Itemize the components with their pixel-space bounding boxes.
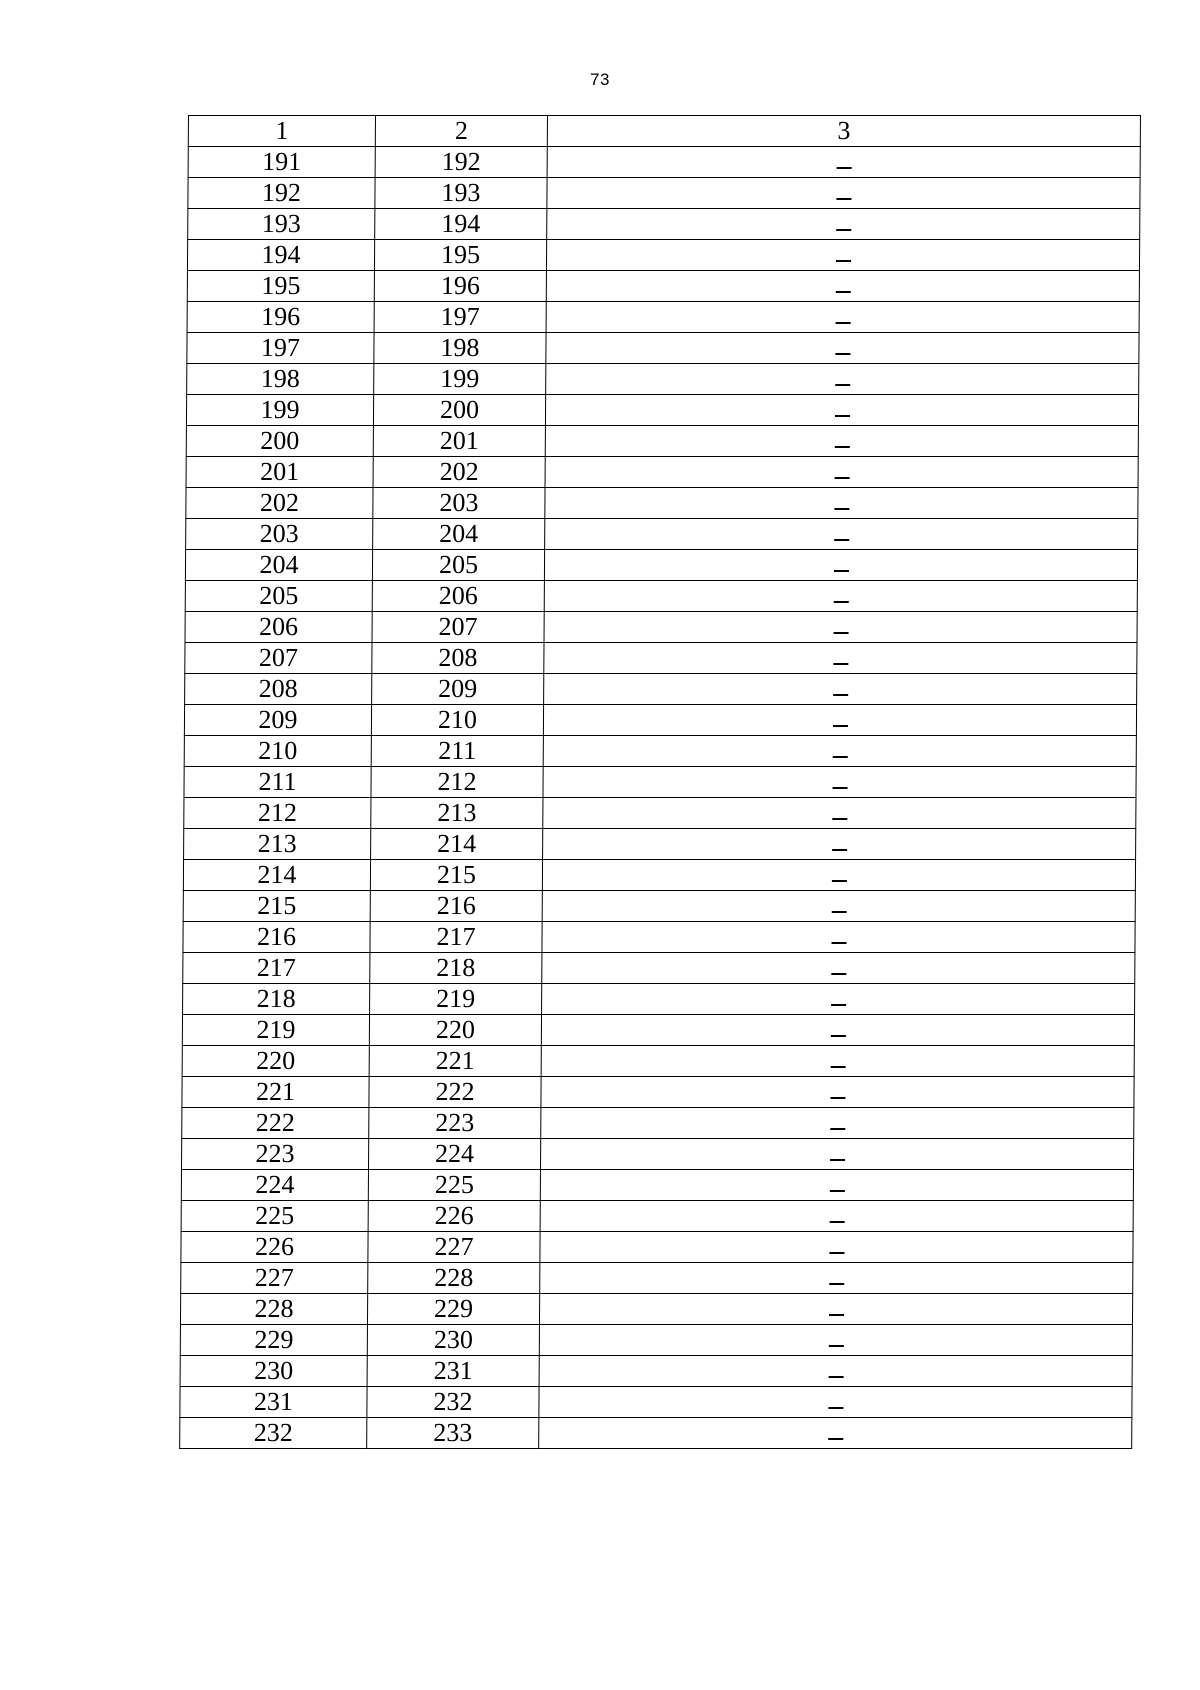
table-cell-col-1: 211 xyxy=(184,767,371,798)
dash-mark xyxy=(828,1438,843,1440)
dash-mark xyxy=(829,1221,844,1223)
table-cell-col-3 xyxy=(544,612,1137,643)
dash-mark xyxy=(833,632,848,634)
table-row xyxy=(180,1418,1132,1449)
table-cell-col-1: 230 xyxy=(180,1356,367,1387)
dash-mark xyxy=(834,508,849,510)
table-row xyxy=(182,1077,1134,1108)
table-row xyxy=(186,519,1138,550)
dash-mark xyxy=(829,1252,844,1254)
table-cell-col-3 xyxy=(542,984,1135,1015)
table-cell-col-2: 224 xyxy=(369,1139,541,1170)
table-cell-col-1: 192 xyxy=(188,178,375,209)
table-row xyxy=(183,984,1135,1015)
table-cell-col-2: 214 xyxy=(371,829,543,860)
table-cell-col-3 xyxy=(541,1015,1134,1046)
table-cell-col-2: 231 xyxy=(367,1356,539,1387)
table-cell-col-2: 202 xyxy=(373,457,545,488)
table-cell-col-1: 225 xyxy=(181,1201,368,1232)
table-cell-col-2: 211 xyxy=(371,736,543,767)
dash-mark xyxy=(829,1190,844,1192)
table-cell-col-1: 212 xyxy=(184,798,371,829)
table-row xyxy=(180,1387,1132,1418)
table-cell-col-1: 217 xyxy=(183,953,370,984)
dash-mark xyxy=(833,570,848,572)
table-cell-col-1: 199 xyxy=(186,395,373,426)
table-cell-col-2: 197 xyxy=(374,302,546,333)
dash-mark xyxy=(832,787,847,789)
table-cell-col-2: 199 xyxy=(374,364,546,395)
dash-mark xyxy=(831,1004,846,1006)
table-cell-col-1: 196 xyxy=(187,302,374,333)
dash-mark xyxy=(830,1035,845,1037)
table-cell-col-3 xyxy=(544,674,1137,705)
dash-mark xyxy=(829,1283,844,1285)
dash-mark xyxy=(834,446,849,448)
table-cell-col-1: 209 xyxy=(184,705,371,736)
dash-mark xyxy=(832,849,847,851)
table-row xyxy=(184,829,1136,860)
table-cell-col-3 xyxy=(543,767,1136,798)
table-cell-col-3 xyxy=(544,550,1137,581)
table-row xyxy=(184,798,1136,829)
table-cell-col-2: 194 xyxy=(375,209,547,240)
table-header-row xyxy=(188,116,1140,147)
dash-mark xyxy=(836,260,851,262)
table-row xyxy=(180,1294,1132,1325)
table-cell-col-3 xyxy=(545,488,1138,519)
table-cell-col-1: 215 xyxy=(183,891,370,922)
table-row xyxy=(184,736,1136,767)
table-cell-col-2: 216 xyxy=(370,891,542,922)
table-cell-col-3 xyxy=(543,829,1136,860)
table-cell-col-3 xyxy=(545,519,1138,550)
table-cell-col-2: 208 xyxy=(372,643,544,674)
table-cell-col-2: 198 xyxy=(374,333,546,364)
dash-mark xyxy=(833,663,848,665)
table-row xyxy=(186,488,1138,519)
table-cell-col-1: 197 xyxy=(187,333,374,364)
dash-mark xyxy=(830,1128,845,1130)
table-cell-col-2: 200 xyxy=(373,395,545,426)
table-cell-col-3 xyxy=(546,333,1139,364)
table-cell-col-2: 195 xyxy=(374,240,546,271)
dash-mark xyxy=(830,1066,845,1068)
table-cell-col-1: 219 xyxy=(182,1015,369,1046)
dash-mark xyxy=(828,1407,843,1409)
table-cell-col-2: 192 xyxy=(375,147,547,178)
table-row xyxy=(185,581,1137,612)
header-cell-2: 2 xyxy=(375,116,547,147)
table-row xyxy=(180,1325,1132,1356)
table-cell-col-1: 206 xyxy=(185,612,372,643)
table-row xyxy=(182,1108,1134,1139)
table-cell-col-3 xyxy=(546,364,1139,395)
dash-mark xyxy=(833,601,848,603)
dash-mark xyxy=(831,942,846,944)
table-cell-col-1: 213 xyxy=(184,829,371,860)
table-row xyxy=(186,395,1138,426)
table-cell-col-1: 223 xyxy=(182,1139,369,1170)
dash-mark xyxy=(832,818,847,820)
table-row xyxy=(183,860,1135,891)
table-cell-col-3 xyxy=(541,1046,1134,1077)
table-cell-col-1: 232 xyxy=(180,1418,367,1449)
table-row xyxy=(187,240,1139,271)
table-cell-col-2: 232 xyxy=(367,1387,539,1418)
dash-mark xyxy=(831,973,846,975)
table-cell-col-2: 207 xyxy=(372,612,544,643)
table-cell-col-2: 212 xyxy=(371,767,543,798)
table-row xyxy=(182,1015,1134,1046)
table-cell-col-1: 228 xyxy=(180,1294,367,1325)
table-cell-col-3 xyxy=(542,860,1135,891)
table-cell-col-2: 225 xyxy=(368,1170,540,1201)
table-cell-col-1: 191 xyxy=(188,147,375,178)
table-row xyxy=(182,1046,1134,1077)
table-cell-col-3 xyxy=(545,457,1138,488)
dash-mark xyxy=(835,384,850,386)
table-cell-col-2: 206 xyxy=(372,581,544,612)
dash-mark xyxy=(828,1345,843,1347)
header-cell-1: 1 xyxy=(188,116,375,147)
table-row xyxy=(181,1170,1133,1201)
table-cell-col-2: 222 xyxy=(369,1077,541,1108)
table-row xyxy=(180,1356,1132,1387)
table-row xyxy=(183,953,1135,984)
dash-mark xyxy=(829,1314,844,1316)
table-cell-col-3 xyxy=(543,705,1136,736)
table-cell-col-2: 217 xyxy=(370,922,542,953)
dash-mark xyxy=(828,1376,843,1378)
table-cell-col-3 xyxy=(543,798,1136,829)
table-cell-col-3 xyxy=(542,922,1135,953)
table-cell-col-3 xyxy=(546,302,1139,333)
table-cell-col-1: 193 xyxy=(188,209,375,240)
table-row xyxy=(185,550,1137,581)
table-cell-col-3 xyxy=(543,736,1136,767)
table-cell-col-3 xyxy=(540,1201,1133,1232)
table-cell-col-3 xyxy=(540,1263,1133,1294)
dash-mark xyxy=(830,1159,845,1161)
table-cell-col-1: 207 xyxy=(185,643,372,674)
table-cell-col-3 xyxy=(545,395,1138,426)
table-cell-col-3 xyxy=(539,1387,1132,1418)
table-cell-col-2: 215 xyxy=(370,860,542,891)
dash-mark xyxy=(835,291,850,293)
table-cell-col-1: 203 xyxy=(186,519,373,550)
table-cell-col-1: 222 xyxy=(182,1108,369,1139)
table-cell-col-3 xyxy=(539,1418,1132,1449)
table-row xyxy=(185,643,1137,674)
table-cell-col-1: 231 xyxy=(180,1387,367,1418)
dash-mark xyxy=(836,198,851,200)
table-row xyxy=(187,271,1139,302)
table-cell-col-1: 194 xyxy=(187,240,374,271)
table-cell-col-2: 228 xyxy=(368,1263,540,1294)
table-cell-col-3 xyxy=(546,240,1139,271)
table-cell-col-2: 223 xyxy=(369,1108,541,1139)
table-cell-col-2: 218 xyxy=(370,953,542,984)
table-row xyxy=(188,147,1140,178)
table-cell-col-2: 227 xyxy=(368,1232,540,1263)
table-cell-col-2: 230 xyxy=(367,1325,539,1356)
table-cell-col-2: 209 xyxy=(372,674,544,705)
table-cell-col-3 xyxy=(541,1108,1134,1139)
table-row xyxy=(187,302,1139,333)
table-cell-col-1: 216 xyxy=(183,922,370,953)
dash-mark xyxy=(835,322,850,324)
dash-mark xyxy=(834,415,849,417)
table-cell-col-2: 213 xyxy=(371,798,543,829)
dash-mark xyxy=(831,880,846,882)
dash-mark xyxy=(833,694,848,696)
table-cell-col-2: 229 xyxy=(367,1294,539,1325)
table-cell-col-1: 198 xyxy=(187,364,374,395)
table-cell-col-3 xyxy=(539,1325,1132,1356)
table-cell-col-2: 201 xyxy=(373,426,545,457)
table-cell-col-3 xyxy=(541,1139,1134,1170)
table-cell-col-2: 196 xyxy=(374,271,546,302)
table-cell-col-3 xyxy=(539,1356,1132,1387)
table-row xyxy=(181,1263,1133,1294)
table-cell-col-2: 210 xyxy=(371,705,543,736)
table-row xyxy=(181,1201,1133,1232)
dash-mark xyxy=(832,756,847,758)
table-cell-col-1: 208 xyxy=(185,674,372,705)
dash-mark xyxy=(836,167,851,169)
table-row xyxy=(186,426,1138,457)
table-row xyxy=(184,705,1136,736)
table-body xyxy=(180,116,1141,1449)
table-row xyxy=(183,891,1135,922)
table-cell-col-3 xyxy=(539,1294,1132,1325)
dash-mark xyxy=(832,725,847,727)
table-cell-col-2: 233 xyxy=(367,1418,539,1449)
table-cell-col-3 xyxy=(540,1232,1133,1263)
table-row xyxy=(182,1139,1134,1170)
table-cell-col-1: 202 xyxy=(186,488,373,519)
table-row xyxy=(181,1232,1133,1263)
table-cell-col-1: 224 xyxy=(181,1170,368,1201)
table-row xyxy=(187,364,1139,395)
table-cell-col-1: 229 xyxy=(180,1325,367,1356)
table-cell-col-1: 227 xyxy=(181,1263,368,1294)
table-cell-col-2: 193 xyxy=(375,178,547,209)
dash-mark xyxy=(830,1097,845,1099)
table-cell-col-3 xyxy=(542,891,1135,922)
table-cell-col-1: 226 xyxy=(181,1232,368,1263)
table-cell-col-3 xyxy=(544,643,1137,674)
table-cell-col-2: 203 xyxy=(373,488,545,519)
dash-mark xyxy=(834,539,849,541)
table-cell-col-3 xyxy=(540,1170,1133,1201)
table-cell-col-3 xyxy=(547,147,1140,178)
table-cell-col-3 xyxy=(542,953,1135,984)
table-row xyxy=(184,767,1136,798)
table-cell-col-1: 195 xyxy=(187,271,374,302)
table-cell-col-2: 204 xyxy=(373,519,545,550)
table-cell-col-2: 220 xyxy=(369,1015,541,1046)
table-cell-col-2: 221 xyxy=(369,1046,541,1077)
table-cell-col-1: 221 xyxy=(182,1077,369,1108)
dash-mark xyxy=(835,353,850,355)
table-row xyxy=(183,922,1135,953)
table-row xyxy=(188,178,1140,209)
table-row xyxy=(186,457,1138,488)
table-cell-col-1: 214 xyxy=(183,860,370,891)
table-row xyxy=(187,333,1139,364)
page-number: 73 xyxy=(590,70,610,89)
table-cell-col-1: 218 xyxy=(183,984,370,1015)
table-cell-col-3 xyxy=(541,1077,1134,1108)
table-cell-col-3 xyxy=(546,271,1139,302)
dash-mark xyxy=(834,477,849,479)
table-cell-col-2: 219 xyxy=(370,984,542,1015)
table-cell-col-1: 200 xyxy=(186,426,373,457)
table-cell-col-1: 220 xyxy=(182,1046,369,1077)
data-table xyxy=(179,115,1141,1449)
table-cell-col-1: 210 xyxy=(184,736,371,767)
table-cell-col-2: 226 xyxy=(368,1201,540,1232)
table-cell-col-3 xyxy=(547,178,1140,209)
table-cell-col-1: 204 xyxy=(185,550,372,581)
table-cell-col-1: 201 xyxy=(186,457,373,488)
table-cell-col-3 xyxy=(547,209,1140,240)
header-cell-3: 3 xyxy=(547,116,1140,147)
dash-mark xyxy=(836,229,851,231)
table-cell-col-2: 205 xyxy=(372,550,544,581)
table-cell-col-3 xyxy=(544,581,1137,612)
table-cell-col-1: 205 xyxy=(185,581,372,612)
table-cell-col-3 xyxy=(545,426,1138,457)
table-row xyxy=(188,209,1140,240)
table-row xyxy=(185,674,1137,705)
dash-mark xyxy=(831,911,846,913)
table-row xyxy=(185,612,1137,643)
